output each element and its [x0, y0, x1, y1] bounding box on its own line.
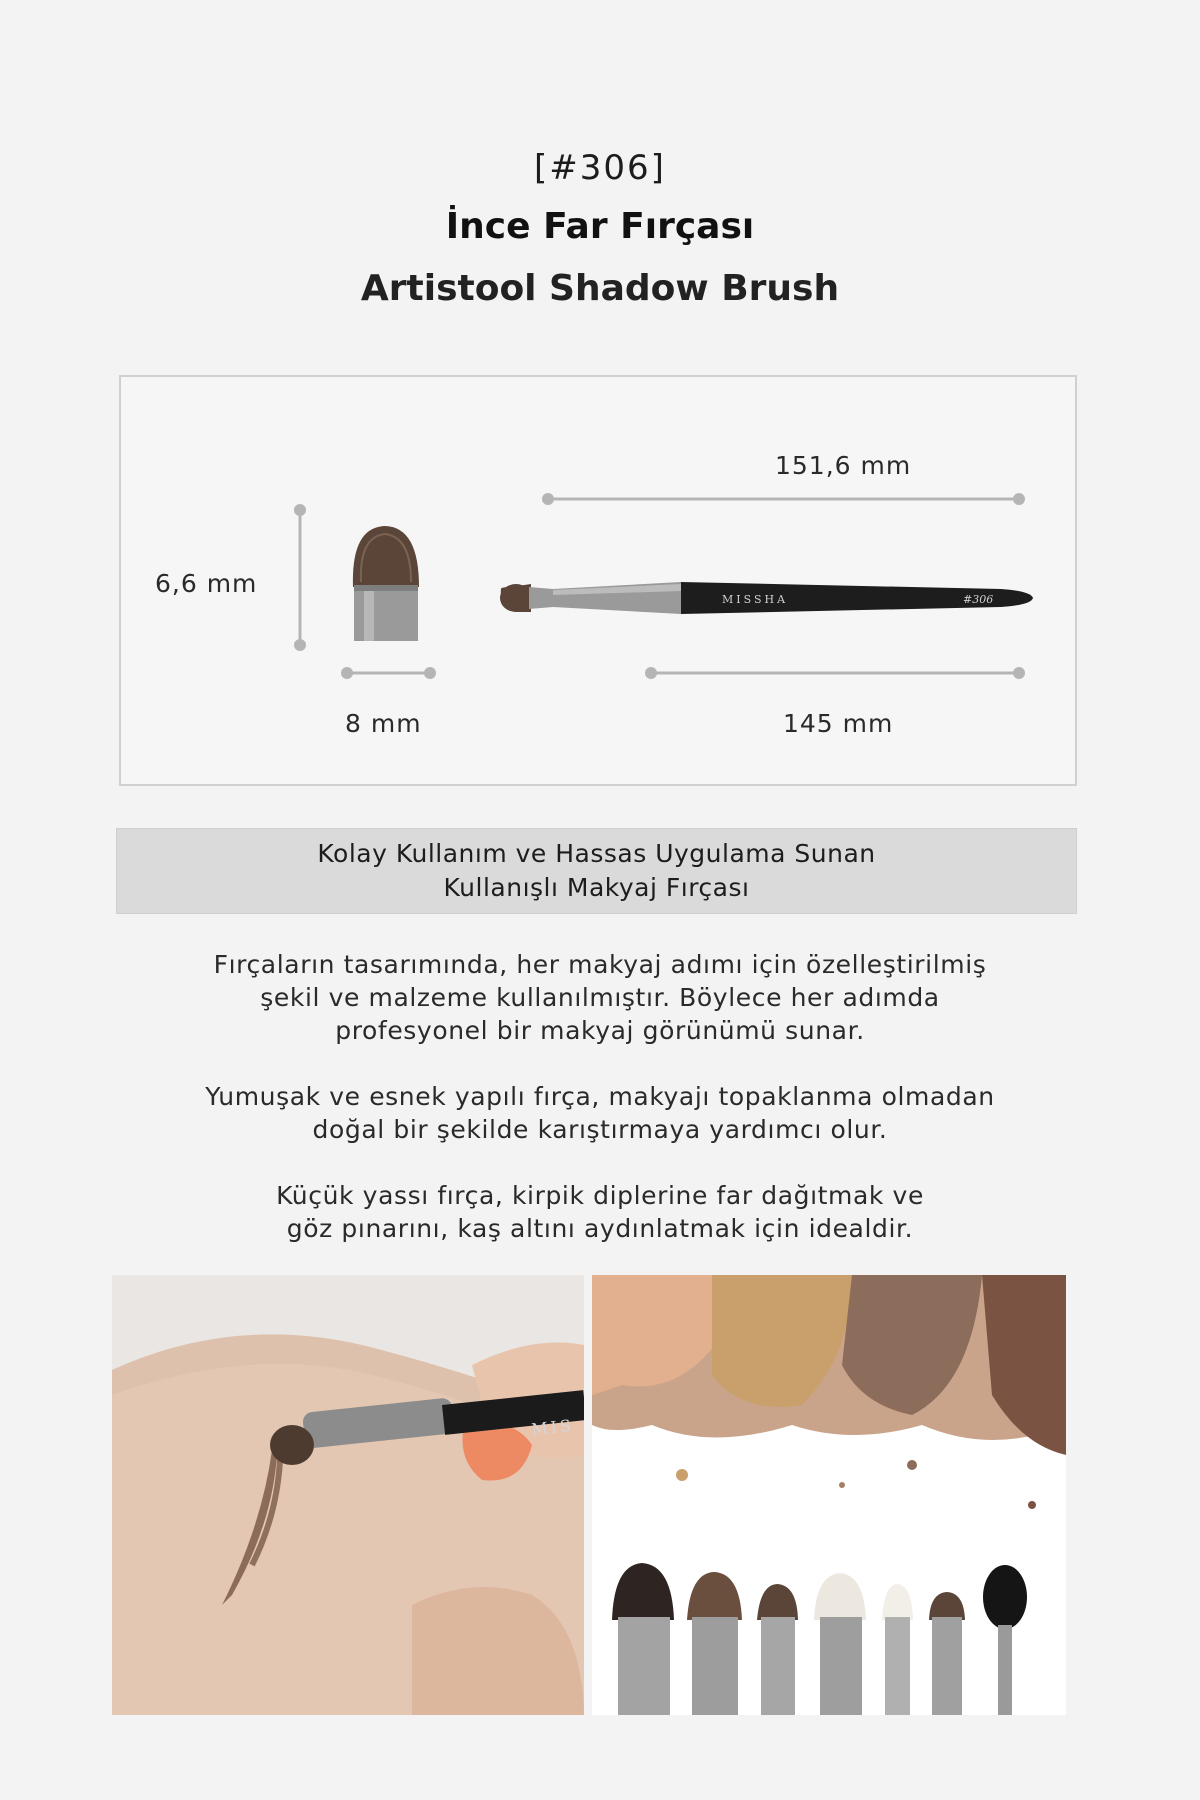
paragraph-line: şekil ve malzeme kullanılmıştır. Böylece her adımda — [260, 983, 940, 1012]
photo-brand-text: MIS — [530, 1415, 575, 1439]
full-brush — [500, 582, 1033, 614]
dimension-lines — [121, 377, 1079, 788]
head-height-label: 6,6 mm — [155, 569, 258, 598]
brush-collection-photo — [592, 1275, 1066, 1715]
hand-swatch-illustration — [112, 1275, 584, 1715]
description-paragraph-2 — [100, 1080, 1100, 1146]
paragraph-line: göz pınarını, kaş altını aydınlatmak için idealdir. — [286, 1214, 914, 1243]
dimension-diagram — [119, 375, 1077, 786]
paragraph-line: profesyonel bir makyaj görünümü sunar. — [335, 1016, 865, 1045]
product-title-turkish: İnce Far Fırçası — [445, 206, 755, 247]
head-width-label: 8 mm — [345, 709, 422, 738]
product-title-english: Artistool Shadow Brush — [360, 268, 840, 309]
banner-line-1: Kolay Kullanım ve Hassas Uygulama Sunan — [317, 839, 876, 868]
handle-brand-text: MISSHA — [722, 593, 789, 606]
product-code: [#306] — [534, 148, 666, 188]
paragraph-line: Küçük yassı fırça, kirpik diplerine far dağıtmak ve — [276, 1181, 924, 1210]
banner-line-2: Kullanışlı Makyaj Fırçası — [443, 873, 750, 902]
paragraph-line: Yumuşak ve esnek yapılı fırça, makyajı topaklanma olmadan — [205, 1082, 995, 1111]
handle-length-label: 145 mm — [783, 709, 894, 738]
brush-head-closeup — [353, 526, 419, 641]
head-height-dimension-line — [294, 504, 306, 651]
handle-number-text: #306 — [963, 593, 994, 606]
total-length-label: 151,6 mm — [775, 451, 912, 480]
total-length-dimension-line — [542, 493, 1025, 505]
feature-banner — [116, 828, 1077, 914]
paragraph-line: Fırçaların tasarımında, her makyaj adımı için özelleştirilmiş — [213, 950, 987, 979]
head-width-dimension-line — [341, 667, 436, 679]
brush-collection-illustration — [592, 1275, 1066, 1715]
description-paragraph-3 — [100, 1179, 1100, 1245]
description-paragraph-1 — [100, 948, 1100, 1047]
paragraph-line: doğal bir şekilde karıştırmaya yardımcı olur. — [312, 1115, 888, 1144]
handle-length-dimension-line — [645, 667, 1025, 679]
hand-swatch-photo — [112, 1275, 584, 1715]
